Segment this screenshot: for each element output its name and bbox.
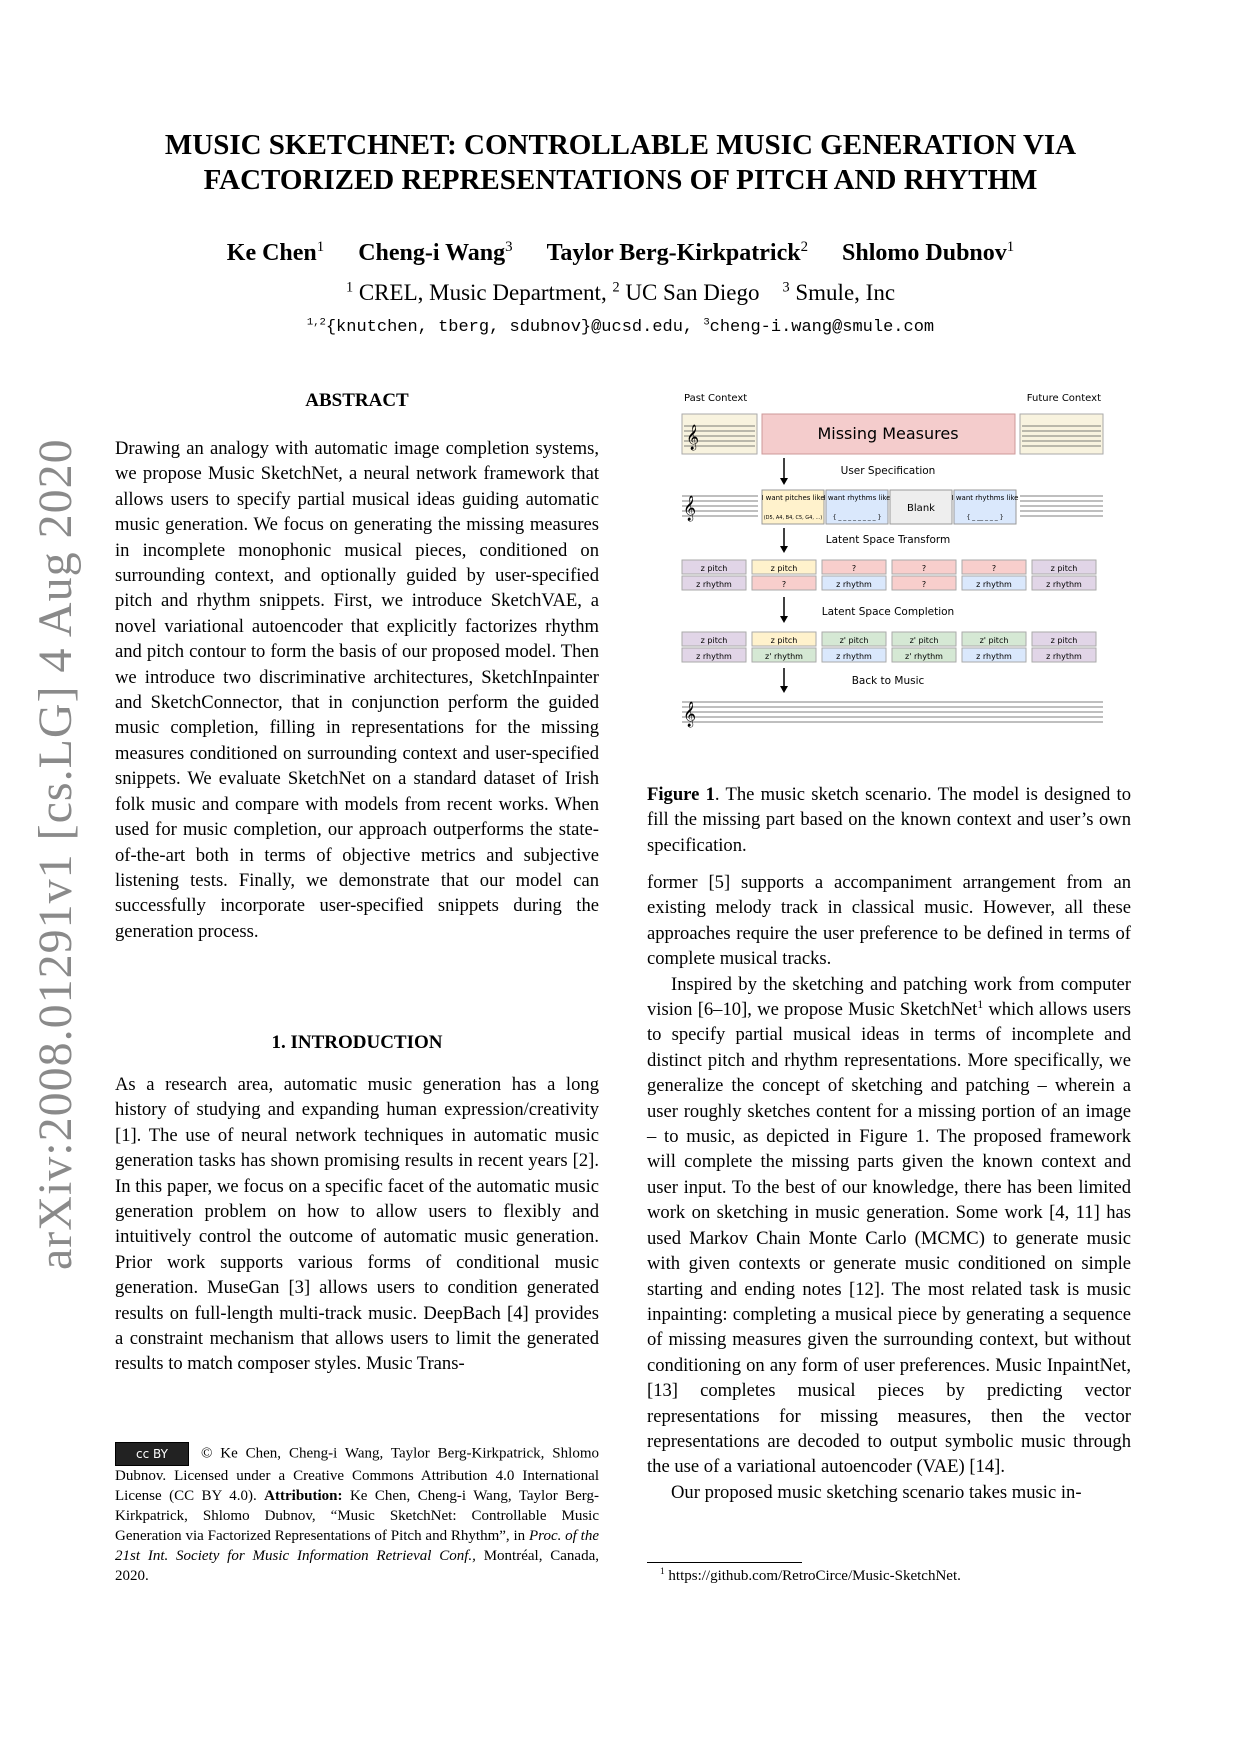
svg-text:𝄞: 𝄞	[686, 425, 700, 450]
svg-text:?: ?	[781, 580, 787, 589]
svg-text:z rhythm: z rhythm	[976, 580, 1012, 589]
arxiv-identifier: arXiv:2008.01291v1 [cs.LG] 4 Aug 2020	[29, 438, 82, 1270]
author-list	[100, 240, 1141, 267]
svg-text:Blank: Blank	[907, 503, 935, 514]
svg-text:z pitch: z pitch	[770, 564, 798, 573]
author: Ke Chen$^1$	[226, 239, 325, 266]
abstract-heading: ABSTRACT	[305, 390, 409, 411]
svg-text:z rhythm: z rhythm	[696, 652, 732, 661]
svg-text:𝄞: 𝄞	[683, 702, 697, 727]
svg-text:(D5, A4, B4, C5, G4, ...): (D5, A4, B4, C5, G4, ...)	[763, 515, 823, 521]
intro-paragraph: As a research area, automatic music generation has a long history of studying and expanding human expression/creativity [1]. The use of neural network techniques in automatic music generation tasks has shown promising results in recent years [2]. In this paper, we focus on a specific facet of the automatic music generation problem on how to allow users to flexibly and intuitively control the outcome of automatic music generation. Prior work supports various forms of conditional music generation. MuseGan [3] allows users to condition generated results on full-length multi-track music. DeepBach [4] provides a constraint mechanism that allows users to limit the generated results to match composer styles. Music Trans-	[115, 1074, 599, 1375]
svg-text:I want pitches like: I want pitches like	[761, 494, 825, 502]
svg-text:z rhythm: z rhythm	[836, 652, 872, 661]
svg-text:z pitch: z pitch	[770, 636, 798, 645]
svg-text:{ _ __ _ _ _ }: { _ __ _ _ _ }	[966, 514, 1004, 521]
abstract-text: Drawing an analogy with automatic image completion systems, we propose Music SketchNet, a neural network framework that allows users to specify partial musical ideas guiding automatic music generation. We focus on generating the missing measures in incomplete monophonic musical pieces, conditioned on surrounding context, and optionally guided by user-specified pitch and rhythm snippets. First, we introduce SketchVAE, a novel variational autoencoder that explicitly factorizes rhythm and pitch contour to form the basis of our proposed model. Then we introduce two discriminative architectures, SketchInpainter and SketchConnector, that in conjunction perform the guided music completion, filling in representations for the missing measures conditioned on surrounding context and user-specified snippets. We evaluate SketchNet on a standard dataset of Irish folk music and compare with models from recent works. When used for music completion, our approach outperforms the state-of-the-art both in terms of objective metrics and subjective listening tests. Finally, we demonstrate that our model can successfully incorporate user-specified snippets during the generation process.	[115, 438, 599, 942]
future-context-staff	[1020, 414, 1103, 454]
svg-text:𝄞: 𝄞	[683, 496, 697, 521]
author: Taylor Berg-Kirkpatrick$^2$	[546, 239, 809, 266]
svg-text:z pitch: z pitch	[1050, 564, 1078, 573]
svg-text:z rhythm: z rhythm	[1046, 580, 1082, 589]
svg-text:z pitch: z pitch	[700, 636, 728, 645]
svg-text:z' rhythm: z' rhythm	[905, 652, 943, 661]
svg-text:I want rhythms like: I want rhythms like	[823, 494, 891, 502]
svg-text:?: ?	[851, 564, 857, 573]
svg-text:I want rhythms like: I want rhythms like	[951, 494, 1019, 502]
footnote-rule	[647, 1562, 802, 1563]
user-spec-label: User Specification	[840, 465, 936, 477]
svg-text:z pitch: z pitch	[1050, 636, 1078, 645]
svg-text:z rhythm: z rhythm	[836, 580, 872, 589]
svg-text:z' pitch: z' pitch	[909, 636, 939, 645]
svg-text:z rhythm: z rhythm	[1046, 652, 1082, 661]
svg-text:z pitch: z pitch	[700, 564, 728, 573]
github-link[interactable]: https://github.com/RetroCirce/Music-SketchNet.	[668, 1568, 961, 1584]
footnote: $^1$ https://github.com/RetroCirce/Music-SketchNet.	[660, 1567, 961, 1584]
future-context-label: Future Context	[1026, 393, 1101, 404]
svg-text:?: ?	[991, 564, 997, 573]
figure-music-sketch	[680, 392, 1105, 744]
svg-text:{ _ _ _ _ _ _ _ _ }: { _ _ _ _ _ _ _ _ }	[832, 514, 882, 521]
past-context-label: Past Context	[684, 393, 748, 404]
svg-text:z' pitch: z' pitch	[839, 636, 869, 645]
svg-text:?: ?	[921, 580, 927, 589]
latent-completion-label: Latent Space Completion	[821, 606, 955, 618]
svg-text:z' rhythm: z' rhythm	[765, 652, 803, 661]
latent-transform-label: Latent Space Transform	[825, 534, 951, 546]
author: Shlomo Dubnov$^1$	[842, 239, 1015, 266]
svg-text:z rhythm: z rhythm	[696, 580, 732, 589]
cc-by-badge[interactable]: cc BY	[115, 1442, 189, 1466]
svg-text:z rhythm: z rhythm	[976, 652, 1012, 661]
author-emails: $^{1,2}${knutchen, tberg, sdubnov}@ucsd.edu, $^3$cheng-i.wang@smule.com	[306, 316, 935, 337]
svg-text:z' pitch: z' pitch	[979, 636, 1009, 645]
affiliations: $^1$ CREL, Music Department, $^2$ UC San Diego $^3$ Smule, Inc	[345, 279, 896, 305]
svg-text:?: ?	[921, 564, 927, 573]
license-footnote: cc BY © Ke Chen, Cheng-i Wang, Taylor Berg-Kirkpatrick, Shlomo Dubnov. Licensed under a Creative Commons Attribution 4.0 International License (CC BY 4.0). Attribution: Ke Chen, Cheng-i Wang, Taylor Berg-Kirkpatrick, Shlomo Dubnov, “Music SketchNet: Controllable Music Generation via Factorized Representations of Pitch and Rhythm”, in Proc. of the 21st Int. Society for Music Information Retrieval Conf., Montréal, Canada, 2020.	[115, 1442, 599, 1586]
right-column-text: former [5] supports a accompaniment arrangement from an existing melody track in classical music. However, all these approaches require the user preference to be defined in terms of complete musical tracks. Inspired by the sketching and patching work from computer vision [6–10], we propose Music SketchNet$^1$ which allows users to specify partial musical ideas in terms of incomplete and distinct pitch and rhythm representations. More specifically, we generalize the concept of sketching and patching – wherein a user roughly sketches content for a missing portion of an image – to music, as depicted in Figure 1. The proposed framework will complete the missing parts given the known context and user input. To the best of our knowledge, there has been limited work on sketching in music generation. Some work [4, 11] has used Markov Chain Monte Carlo (MCMC) to generate music with given contexts or generate music conditioned on simple starting and ending notes [12]. The most related task is music inpainting: completing a musical piece by generating a sequence of missing measures given the surrounding context, but without conditioning on any form of user preferences. Music InpaintNet, [13] completes musical pieces by predicting vector representations for missing measures, then the vector representations are decoded to output symbolic music through the use of a variational autoencoder (VAE) [14]. Our proposed music sketching scenario takes music in-	[647, 872, 1131, 1503]
intro-heading: 1. INTRODUCTION	[271, 1032, 443, 1053]
author: Cheng-i Wang$^3$	[358, 239, 513, 266]
paper-title: MUSIC SKETCHNET: CONTROLLABLE MUSIC GENERATION VIA FACTORIZED REPRESENTATIONS OF PITCH AND RHYTHM	[164, 129, 1077, 196]
back-to-music-label: Back to Music	[851, 675, 925, 687]
figure-caption: Figure 1. The music sketch scenario. The model is designed to fill the missing part based on the known context and user’s own specification.	[647, 784, 1131, 856]
missing-measures-label: Missing Measures	[817, 424, 959, 443]
